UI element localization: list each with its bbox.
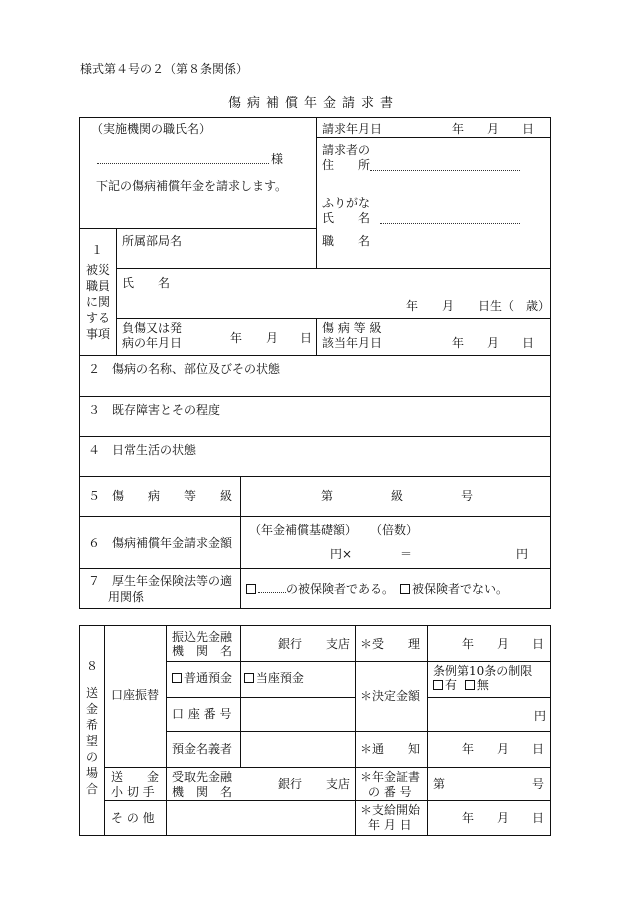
sama-label: 様 xyxy=(271,152,284,166)
ordinary-deposit-checkbox[interactable] xyxy=(172,673,182,683)
bank-label: 振込先金融 xyxy=(172,630,233,644)
account-number-label: 口 座 番 号 xyxy=(172,707,232,721)
grade-day-label: 日 xyxy=(522,336,535,350)
decision-yen-label: 円 xyxy=(534,709,547,723)
furigana-label: ふりがな xyxy=(322,196,371,210)
receipt-year-label: 年 xyxy=(462,637,475,651)
address-label: 住 所 xyxy=(322,158,371,172)
not-insured-option[interactable] xyxy=(400,583,508,595)
month-label: 月 xyxy=(487,122,500,136)
day-label: 日 xyxy=(522,122,535,136)
bank-suffix: 銀行 xyxy=(278,637,303,651)
yen-times: 円× xyxy=(330,547,353,561)
section7-label: ７ 厚生年金保険法等の適 xyxy=(88,574,233,588)
agency-label: （実施機関の職氏名） xyxy=(91,122,212,136)
request-statement: 下記の傷病補償年金を請求します。 xyxy=(96,179,288,193)
article10-yes-checkbox[interactable] xyxy=(433,680,443,690)
position-label: 職 名 xyxy=(322,234,371,248)
section7-label-2: 用関係 xyxy=(108,590,145,604)
receipt-day-label: 日 xyxy=(532,637,545,651)
section2-label: ２ 傷病の名称、部位及びその状態 xyxy=(88,362,281,376)
notice-year-label: 年 xyxy=(462,742,475,756)
grade-go: 号 xyxy=(461,489,474,503)
injury-date-label: 負傷又は発 xyxy=(122,321,183,335)
insured-checkbox[interactable] xyxy=(246,584,256,594)
notice-label: ＊通 知 xyxy=(360,742,421,756)
check-label: 送 金 xyxy=(111,770,160,784)
other-label: そ の 他 xyxy=(111,811,155,825)
article10-options xyxy=(433,679,489,691)
base-amount-label: （年金補償基礎額） xyxy=(249,523,358,537)
year-label: 年 xyxy=(452,122,465,136)
not-insured-text: 被保険者でない。 xyxy=(412,582,509,596)
certificate-dai: 第 xyxy=(433,777,446,791)
injury-day-label: 日 xyxy=(300,331,313,345)
payment-month-label: 月 xyxy=(497,811,510,825)
grade-date-label: 傷 病 等 級 xyxy=(322,321,382,335)
not-insured-checkbox[interactable] xyxy=(400,584,410,594)
branch-suffix: 支店 xyxy=(326,637,351,651)
receive-branch-suffix: 支店 xyxy=(326,777,351,791)
article10-yes-option[interactable] xyxy=(433,678,457,692)
notice-month-label: 月 xyxy=(497,742,510,756)
section3-label: ３ 既存障害とその程度 xyxy=(88,403,221,417)
section8-number: ８ xyxy=(86,659,99,673)
multiplier-label: （倍数） xyxy=(370,523,419,537)
section6-label: ６ 傷病補償年金請求金額 xyxy=(88,536,233,550)
birth-suffix: 日生（ 歳） xyxy=(478,299,551,313)
insurance-type-blank[interactable] xyxy=(258,583,286,593)
insured-text: の被保険者である。 xyxy=(286,582,395,596)
receipt-month-label: 月 xyxy=(497,637,510,651)
account-holder-label: 預金名義者 xyxy=(172,742,233,756)
article10-no-option[interactable] xyxy=(465,678,489,692)
decision-amount-label: ＊決定金額 xyxy=(360,689,421,703)
department-label: 所属部局名 xyxy=(122,234,183,248)
grade-year-label: 年 xyxy=(452,336,465,350)
receive-bank-label-2: 機 関 名 xyxy=(172,785,233,799)
yen-label: 円 xyxy=(516,547,529,561)
article10-label: 条例第10条の制限 xyxy=(433,664,533,678)
payment-start-label-2: 年 月 日 xyxy=(368,818,412,832)
section5-label: ５ 傷 病 等 級 xyxy=(88,489,233,503)
current-deposit-checkbox[interactable] xyxy=(244,673,254,683)
birth-month-label: 月 xyxy=(442,299,455,313)
equals-sign: ＝ xyxy=(400,547,413,561)
deposit-type-options xyxy=(172,672,304,684)
form-title: 傷病補償年金請求書 xyxy=(228,96,400,111)
claimant-name-label: 氏 名 xyxy=(322,211,371,225)
grade-dai: 第 xyxy=(321,489,334,503)
notice-day-label: 日 xyxy=(532,742,545,756)
certificate-label-2: の 番 号 xyxy=(368,785,412,799)
agency-name-line[interactable] xyxy=(97,163,269,164)
transfer-label: 口座振替 xyxy=(111,688,160,702)
person-name-label: 氏 名 xyxy=(122,276,171,290)
current-deposit-option[interactable] xyxy=(244,671,304,685)
section1-number: １ xyxy=(91,243,104,257)
address-line[interactable] xyxy=(370,170,520,171)
receive-bank-suffix: 銀行 xyxy=(278,777,303,791)
request-date-label: 請求年月日 xyxy=(322,122,383,136)
injury-date-label-2: 病の年月日 xyxy=(122,336,183,350)
injury-year-label: 年 xyxy=(230,331,243,345)
article10-no-label: 無 xyxy=(476,678,489,692)
claimant-name-line[interactable] xyxy=(380,223,520,224)
receive-bank-label: 受取先金融 xyxy=(172,770,233,784)
payment-year-label: 年 xyxy=(462,811,475,825)
claimant-label: 請求者の xyxy=(322,143,371,157)
ordinary-deposit-label: 普通預金 xyxy=(184,671,233,685)
injury-month-label: 月 xyxy=(266,331,279,345)
section1-heading: 被災職員に関する事項 xyxy=(85,263,110,341)
section8-heading: 送金希望の場合 xyxy=(85,686,98,796)
certificate-label: ＊年金証書 xyxy=(360,770,421,784)
certificate-go: 号 xyxy=(532,777,545,791)
birth-year-label: 年 xyxy=(406,299,419,313)
payment-start-label: ＊支給開始 xyxy=(360,803,421,817)
section4-label: ４ 日常生活の状態 xyxy=(88,443,197,457)
payment-day-label: 日 xyxy=(532,811,545,825)
insured-option[interactable] xyxy=(246,583,394,595)
receipt-label: ＊受 理 xyxy=(360,637,421,651)
check-label-2: 小 切 手 xyxy=(111,785,155,799)
ordinary-deposit-option[interactable] xyxy=(172,671,232,685)
current-deposit-label: 当座預金 xyxy=(255,671,304,685)
grade-kyu: 級 xyxy=(391,489,404,503)
grade-date-label-2: 該当年月日 xyxy=(322,336,383,350)
article10-yes-label: 有 xyxy=(445,678,458,692)
article10-no-checkbox[interactable] xyxy=(465,680,475,690)
form-number: 様式第４号の２（第８条関係） xyxy=(80,62,249,76)
grade-month-label: 月 xyxy=(487,336,500,350)
bank-label-2: 機 関 名 xyxy=(172,644,233,658)
